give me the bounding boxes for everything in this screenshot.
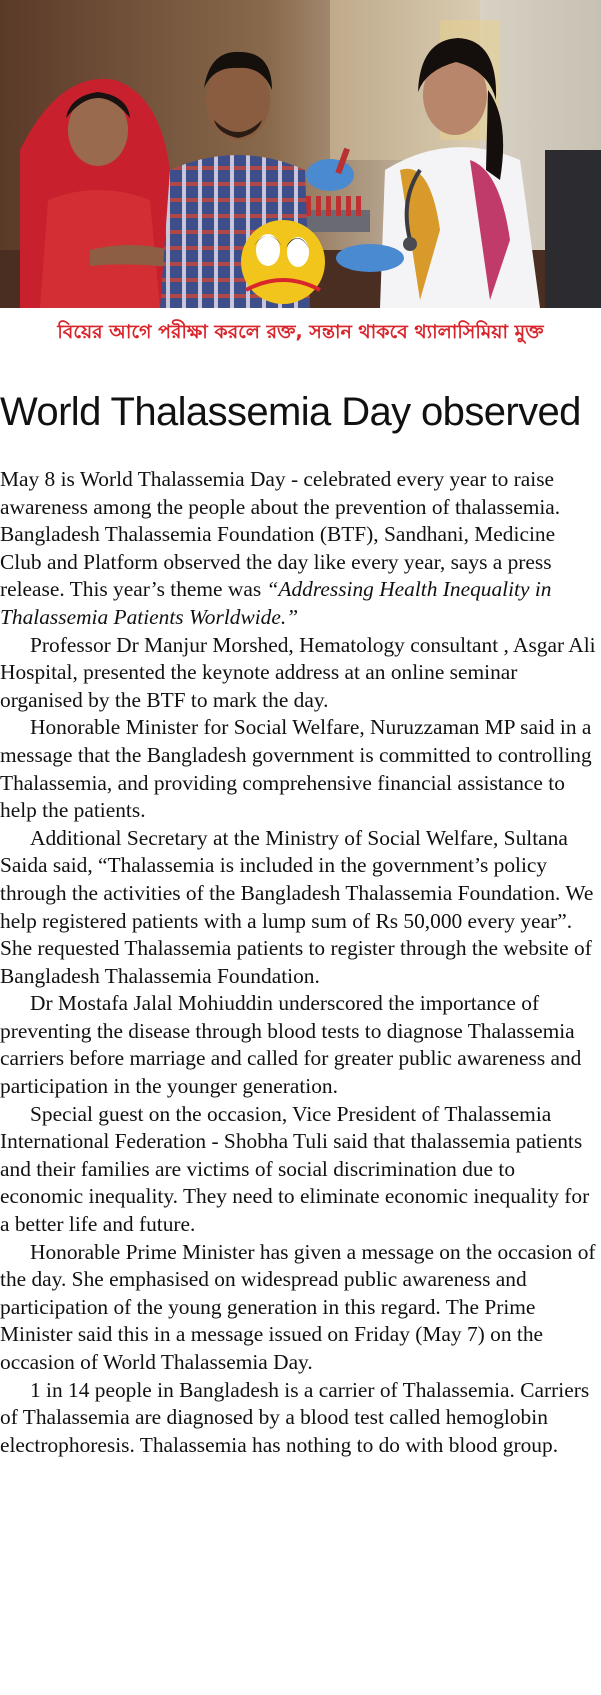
paragraph-intro-text: May 8 is World Thalassemia Day - celebrated every year to raise awareness among the people about the prevention of thalassemia. Bangladesh Thalassemia Foundation (BTF), Sandhani, Medicine Club and Platform observed the day like every year, says a press release. This year’s theme was [0, 467, 561, 602]
campaign-logo [241, 220, 325, 304]
photo-caption [0, 308, 601, 360]
paragraph-keynote: Professor Dr Manjur Morshed, Hematology consultant , Asgar Ali Hospital, presented the keynote address at an online seminar organised by the BTF to mark the day. [0, 632, 596, 712]
theme-quote: “Addressing Health Inequality in Thalassemia Patients Worldwide.” [0, 577, 552, 629]
paragraph-secretary: Additional Secretary at the Ministry of Social Welfare, Sultana Saida said, “Thalassemia is included in the government’s policy through the activities of the Bangladesh Thalassemia Foundation. We help registered patients with a lump sum of Rs 50,000 every year”. She requested Thalassemia patients to register through the website of Bangladesh Thalassemia Foundation. [0, 825, 594, 988]
article-body [0, 466, 601, 1459]
paragraph-special-guest: Special guest on the occasion, Vice President of Thalassemia International Federation - Shobha Tuli said that thalassemia patients and their families are victims of social discrimination due to economic inequality. They need to eliminate economic inequality for a better life and future. [0, 1101, 590, 1237]
paragraph-prime-minister: Honorable Prime Minister has given a message on the occasion of the day. She emphasised on widespread public awareness and participation of the young generation in this regard. The Prime Minister said this in a message issued on Friday (May 7) on the occasion of World Thalassemia Day. [0, 1239, 596, 1374]
article-headline: World Thalassemia Day observed [0, 390, 581, 434]
paragraph-minister: Honorable Minister for Social Welfare, Nuruzzaman MP said in a message that the Bangladesh government is committed to controlling Thalassemia, and providing comprehensive financial assistance to help the patients. [0, 715, 592, 823]
paragraph-mohiuddin: Dr Mostafa Jalal Mohiuddin underscored the importance of preventing the disease through blood tests to diagnose Thalassemia carriers before marriage and called for greater public awareness and participation in the younger generation. [0, 991, 582, 1099]
paragraph-intro [0, 466, 601, 632]
photo-caption-text: বিয়ের আগে পরীক্ষা করলে রক্ত, সন্তান থাকবে থ্যালাসিমিয়া মুক্ত [57, 321, 544, 343]
article-photo [0, 0, 601, 308]
paragraph-carrier-stats: 1 in 14 people in Bangladesh is a carrier of Thalassemia. Carriers of Thalassemia are diagnosed by a blood test called hemoglobin electrophoresis. Thalassemia has nothing to do with blood group. [0, 1377, 590, 1457]
